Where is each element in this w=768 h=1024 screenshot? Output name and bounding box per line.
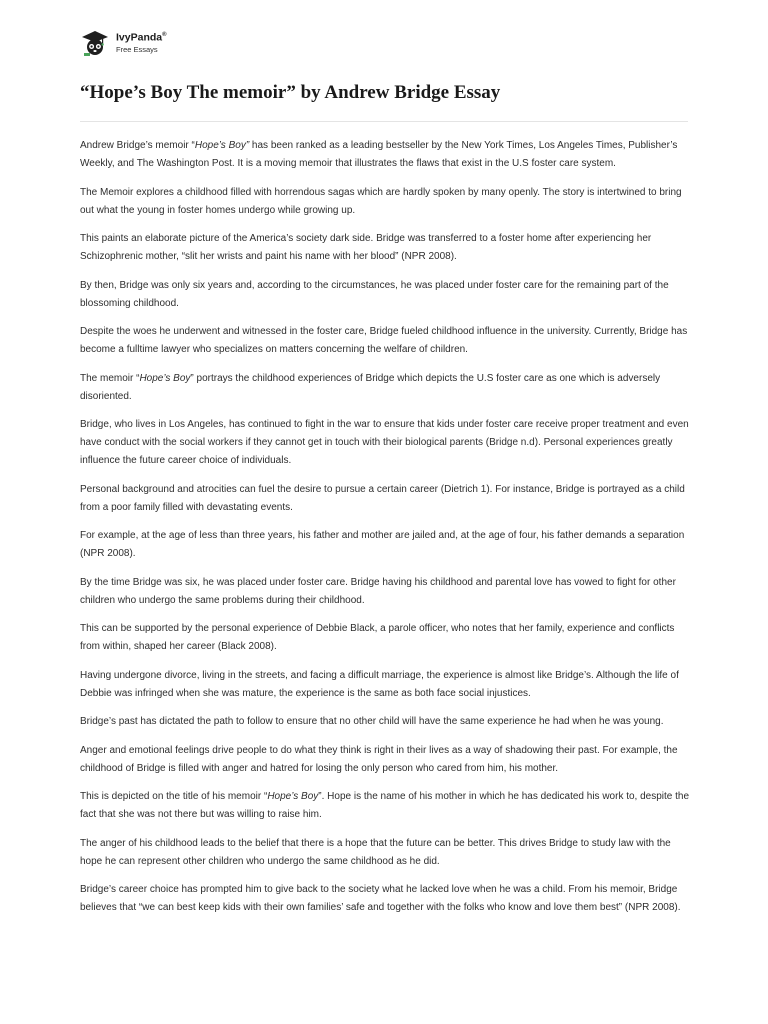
paragraph-text: This is depicted on the title of his memoir “	[80, 791, 268, 802]
essay-paragraph	[80, 527, 690, 563]
essay-paragraph	[80, 881, 690, 917]
paragraph-text: Andrew Bridge’s memoir “	[80, 140, 195, 151]
paragraph-text: This can be supported by the personal experience of Debbie Black, a parole officer, who notes that her family, experience and conflicts from within, shaped her career (Black 2008).	[80, 623, 675, 652]
essay-paragraph	[80, 230, 690, 266]
essay-paragraph	[80, 835, 690, 871]
italic-title-text: Hope’s Boy”	[194, 140, 250, 151]
paragraph-text: ”. Hope is the name of his mother in which he has dedicated his work to, despite the fact that she was not there but was willing to raise him.	[80, 791, 690, 820]
paragraph-text: For example, at the age of less than three years, his father and mother are jailed and, at the age of four, his father demands a separation (NPR 2008).	[80, 530, 685, 559]
italic-title-text: Hope’s Boy	[267, 791, 319, 802]
essay-paragraph	[80, 137, 690, 173]
paragraph-text: Personal background and atrocities can fuel the desire to pursue a certain career (Dietrich 1). For instance, Bridge is portrayed as a child from a poor family filled with devastating events.	[80, 483, 685, 513]
paragraph-text: Having undergone divorce, living in the streets, and facing a difficult marriage, the experience is almost like Bridge’s. Although the life of Debbie was infringed when she was mature, the experience is the same as both face social injustices.	[80, 669, 679, 699]
panda-logo-icon[interactable]	[80, 28, 110, 58]
essay-paragraph	[80, 277, 690, 313]
paragraph-text: Bridge’s career choice has prompted him to give back to the society what he lacked love when he was a child. From his memoir, Bridge believes that “we can best keep kids with their own families’ safe and together with the folks who know and love them best” (NPR 2008).	[80, 884, 681, 913]
paragraph-text: Despite the woes he underwent and witnessed in the foster care, Bridge fueled childhood influence in the university. Currently, Bridge has become a fulltime lawyer who specializes on matters concerning the welfare of children.	[80, 326, 688, 355]
title-divider	[80, 121, 688, 122]
essay-paragraph	[80, 742, 690, 778]
essay-paragraph	[80, 713, 690, 731]
paragraph-text: Anger and emotional feelings drive people to do what they think is right in their lives as a way of shadowing their past. For example, the childhood of Bridge is filled with anger and hatred for losing the only person who cared from him, his mother.	[80, 744, 678, 774]
brand-tagline: Free Essays	[116, 45, 158, 55]
paragraph-text: Bridge’s past has dictated the path to follow to ensure that no other child will have the same experience he had when he was young.	[80, 716, 664, 727]
paragraph-text: By the time Bridge was six, he was placed under foster care. Bridge having his childhood and parental love has vowed to fight for other children who undergo the same problems during their childhood.	[80, 576, 676, 606]
paragraph-text: This paints an elaborate picture of the America’s society dark side. Bridge was transferred to a foster home after experiencing her Schizophrenic mother, “slit her wrists and paint his name with her blood” (NPR 2008).	[80, 233, 652, 262]
brand-name: IvyPanda®	[116, 31, 167, 44]
paragraph-text: The Memoir explores a childhood filled with horrendous sagas which are hardly spoken by many openly. The story is intertwined to bring out what the young in foster homes undergo while growing up.	[80, 186, 682, 216]
paragraph-text: ” portrays the childhood experiences of Bridge which depicts the U.S foster care as one which is adversely disoriented.	[80, 372, 661, 402]
paragraph-text: The memoir “	[80, 372, 140, 384]
essay-paragraph	[80, 481, 690, 517]
essay-body	[80, 137, 690, 928]
paragraph-text: By then, Bridge was only six years and, according to the circumstances, he was placed under foster care for the remaining part of the blossoming childhood.	[80, 279, 669, 309]
essay-paragraph	[80, 574, 690, 610]
essay-paragraph	[80, 788, 690, 824]
essay-paragraph	[80, 620, 690, 656]
paragraph-text: Bridge, who lives in Los Angeles, has continued to fight in the war to ensure that kids under foster care receive proper treatment and even have conduct with the social workers if they cannot get in touch with their biological parents (Bridge n.d). Personal experiences greatly influence the future career choice of individuals.	[80, 419, 689, 466]
site-header	[80, 27, 167, 59]
page-title: “Hope’s Boy The memoir” by Andrew Bridge Essay	[80, 82, 501, 103]
paragraph-text: has been ranked as a leading bestseller by the New York Times, Los Angeles Times, Publisher’s Weekly, and The Washington Post. It is a moving memoir that illustrates the flaws that exist in the U.S foster care system.	[80, 140, 678, 169]
paragraph-text: The anger of his childhood leads to the belief that there is a hope that the future can be better. This drives Bridge to study law with the hope he can represent other children who undergo the same childhood as he did.	[80, 837, 671, 867]
italic-title-text: Hope’s Boy	[139, 372, 191, 384]
essay-paragraph	[80, 416, 690, 470]
essay-paragraph	[80, 323, 690, 359]
essay-paragraph	[80, 370, 690, 406]
essay-paragraph	[80, 667, 690, 703]
essay-paragraph	[80, 184, 690, 220]
brand[interactable]	[116, 32, 167, 54]
